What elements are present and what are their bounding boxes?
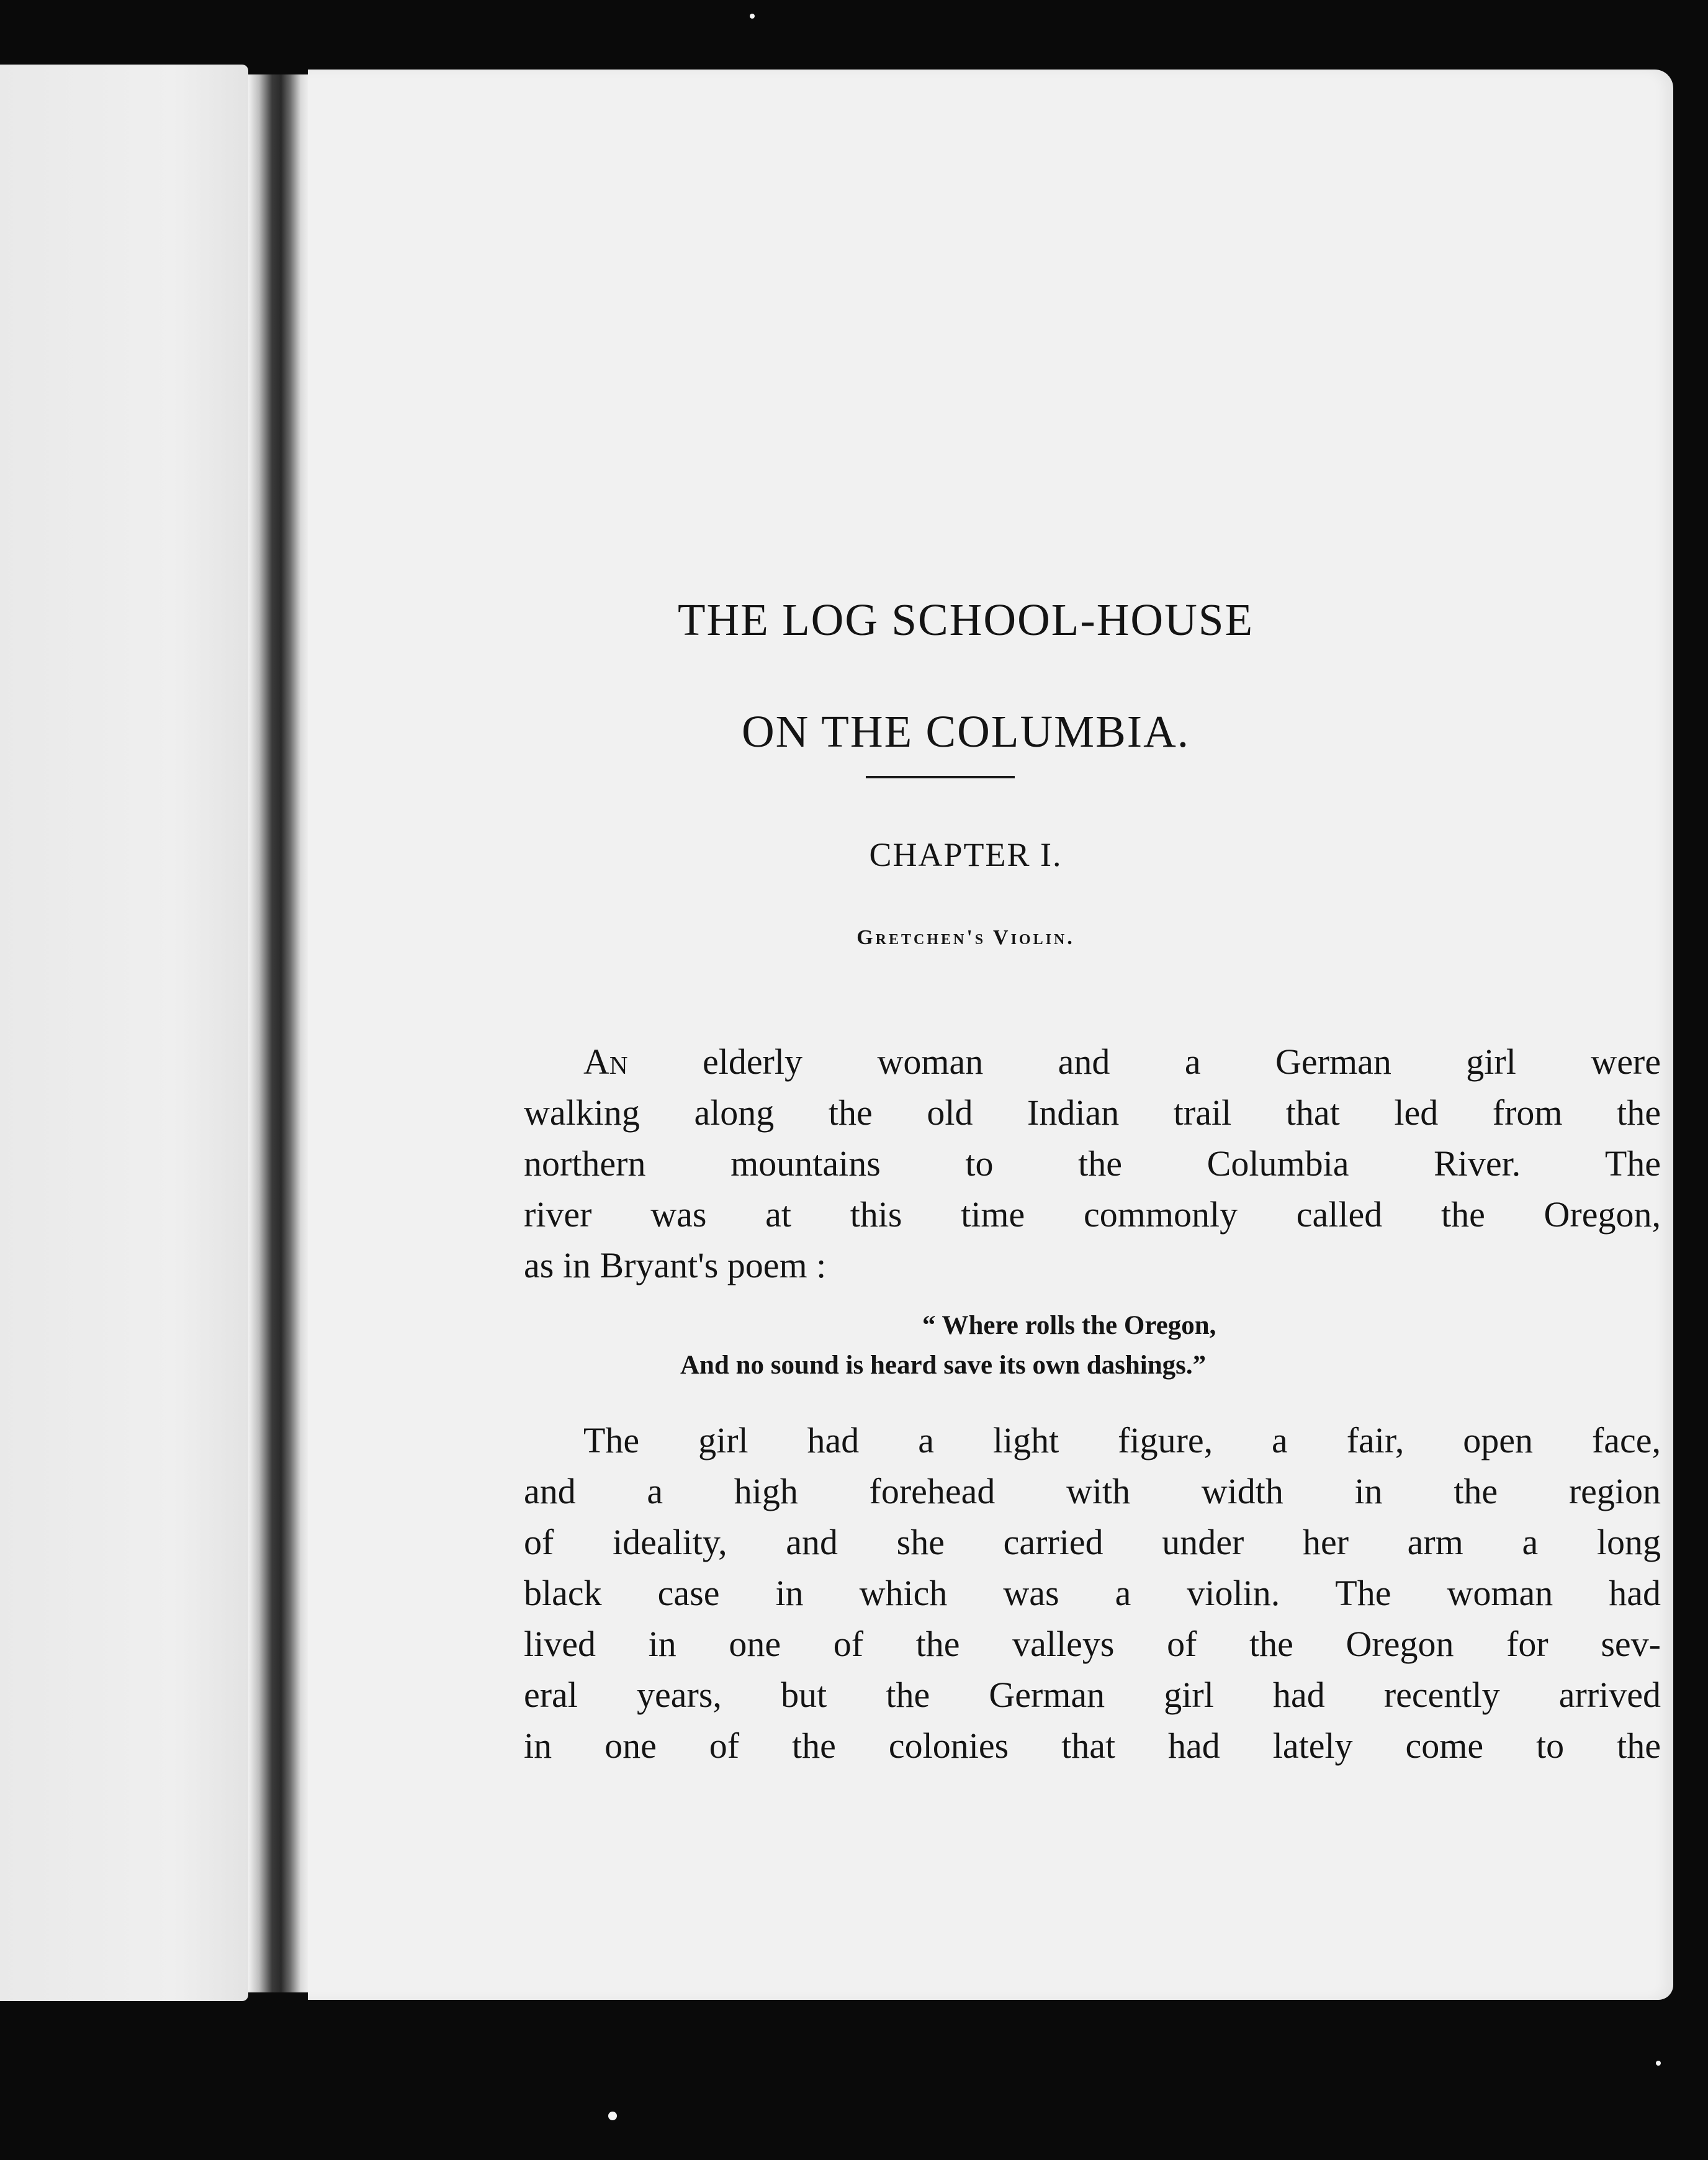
paragraph-1-line-1-text: elderly woman and a German girl were [627,1042,1661,1082]
book-title-line-1: THE LOG SCHOOL-HOUSE [677,595,1254,645]
paragraph-2-line: black case in which was a violin. The woman had [524,1573,1661,1613]
paragraph-2-line: The girl had a light figure, a fair, open face, [583,1420,1661,1460]
paragraph-2 [524,1415,1661,1771]
book-title-line-2: ON THE COLUMBIA. [741,706,1190,757]
chapter-title: Gretchen's Violin. [856,926,1075,949]
scan-speck [608,2112,617,2120]
left-page [0,65,248,2001]
scan-speck [1656,2061,1661,2066]
scan-speck [750,14,755,19]
paragraph-1-line-1 [524,1037,1661,1087]
paragraph-2-line: eral years, but the German girl had recently arrived [524,1675,1661,1715]
right-page [308,70,1673,2000]
paragraph-1-line: walking along the old Indian trail that led from the [524,1092,1661,1133]
verse-quotation [680,1306,1599,1385]
paragraph-1-line: river was at this time commonly called the Oregon, [524,1194,1661,1235]
paragraph-1-line: northern mountains to the Columbia River. The [524,1143,1661,1184]
chapter-number: CHAPTER I. [869,836,1063,873]
paragraph-1-dropcap: An [583,1042,628,1082]
verse-line-1: “ Where rolls the Oregon, [922,1311,1216,1340]
book-gutter [248,74,308,1992]
verse-line-2: And no sound is heard save its own dashings.” [680,1351,1207,1380]
title-divider-rule [866,776,1015,778]
paragraph-2-line: lived in one of the valleys of the Oregon for sev- [524,1624,1661,1664]
paragraph-2-line: of ideality, and she carried under her arm a long [524,1522,1661,1562]
paragraph-1 [524,1037,1661,1291]
paragraph-2-line: in one of the colonies that had lately come to the [524,1726,1661,1766]
paragraph-2-line: and a high forehead with width in the region [524,1471,1661,1511]
paragraph-1-line: as in Bryant's poem : [524,1245,827,1285]
